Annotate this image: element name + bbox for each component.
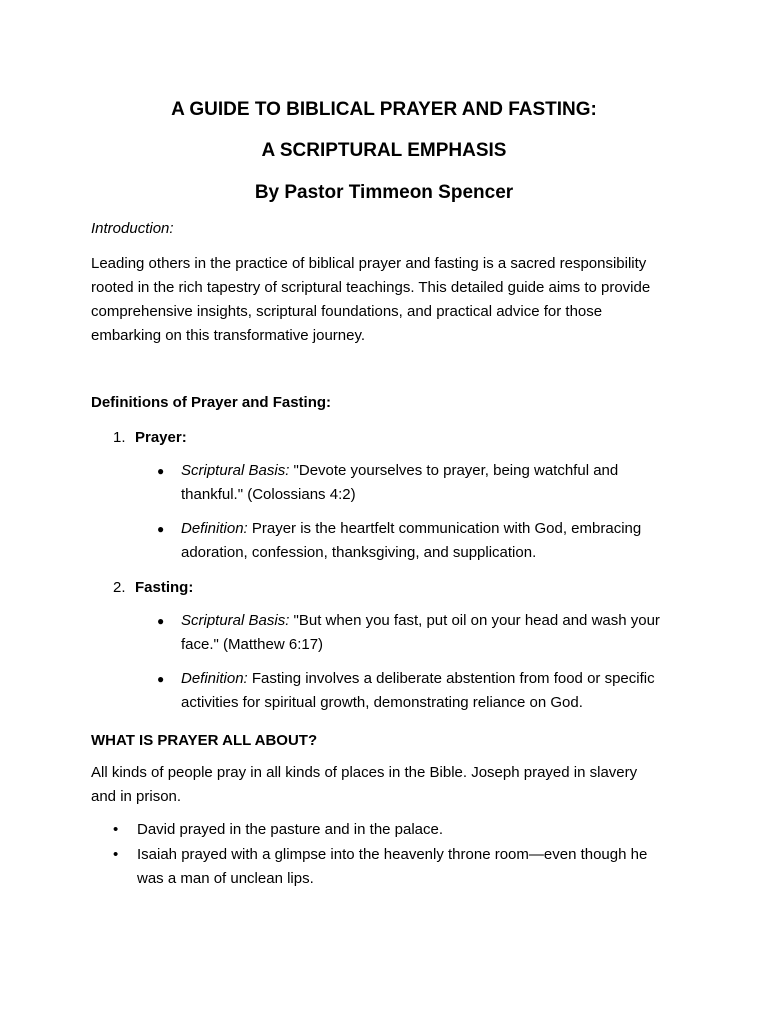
numbered-item-prayer <box>113 426 187 450</box>
item-number: 2. <box>113 579 126 596</box>
item-number: 1. <box>113 429 126 446</box>
bullet-dot-icon: ● <box>157 522 165 536</box>
list-item-text: David prayed in the pasture and in the palace. <box>137 821 444 838</box>
item-label: Prayer: <box>135 429 187 446</box>
list-item <box>113 818 677 842</box>
sub-bullet-lead: Definition: <box>181 520 248 537</box>
bullet-dot-icon: ● <box>157 614 165 628</box>
sub-bullet-text: "But when you fast, put oil on your head and wash your face." (Matthew 6:17) <box>181 612 660 653</box>
document-author: By Pastor Timmeon Spencer <box>254 182 514 203</box>
document-title-line-1: A GUIDE TO BIBLICAL PRAYER AND FASTING: <box>171 99 597 120</box>
introduction-paragraph: Leading others in the practice of biblical prayer and fasting is a sacred responsibility rooted in the rich tapestry of scriptural teachings. This detailed guide aims to provide comprehensive insights, scriptural foundations, and practical advice for those embarking on this transformative journey. <box>91 255 651 344</box>
sub-bullet-item <box>157 517 681 565</box>
sub-bullet-item <box>157 667 681 715</box>
list-item <box>113 843 677 891</box>
sub-bullet-item <box>157 459 681 507</box>
sub-bullet-lead: Definition: <box>181 670 248 687</box>
numbered-item-fasting <box>113 576 193 600</box>
sub-bullet-item <box>157 609 681 657</box>
list-item-text: Isaiah prayed with a glimpse into the heavenly throne room—even though he was a man of unclean lips. <box>137 846 648 887</box>
bullet-dot-icon: • <box>113 846 119 863</box>
sub-bullet-lead: Scriptural Basis: <box>181 462 290 479</box>
section-heading: WHAT IS PRAYER ALL ABOUT? <box>91 732 318 749</box>
introduction-label: Introduction: <box>91 220 174 237</box>
sub-bullet-text: Fasting involves a deliberate abstention from food or specific activities for spiritual growth, demonstrating reliance on God. <box>181 670 655 711</box>
sub-bullet-text: "Devote yourselves to prayer, being watchful and thankful." (Colossians 4:2) <box>181 462 619 503</box>
sub-bullet-lead: Scriptural Basis: <box>181 612 290 629</box>
document-title-line-2: A SCRIPTURAL EMPHASIS <box>261 140 507 161</box>
item-label: Fasting: <box>135 579 194 596</box>
definitions-heading: Definitions of Prayer and Fasting: <box>91 394 332 411</box>
bullet-dot-icon: • <box>113 821 119 838</box>
sub-bullet-text: Prayer is the heartfelt communication with God, embracing adoration, confession, thanksgiving, and supplication. <box>181 520 642 561</box>
bullet-dot-icon: ● <box>157 464 165 478</box>
section-paragraph: All kinds of people pray in all kinds of places in the Bible. Joseph prayed in slavery and in prison. <box>91 764 638 805</box>
bullet-dot-icon: ● <box>157 672 165 686</box>
